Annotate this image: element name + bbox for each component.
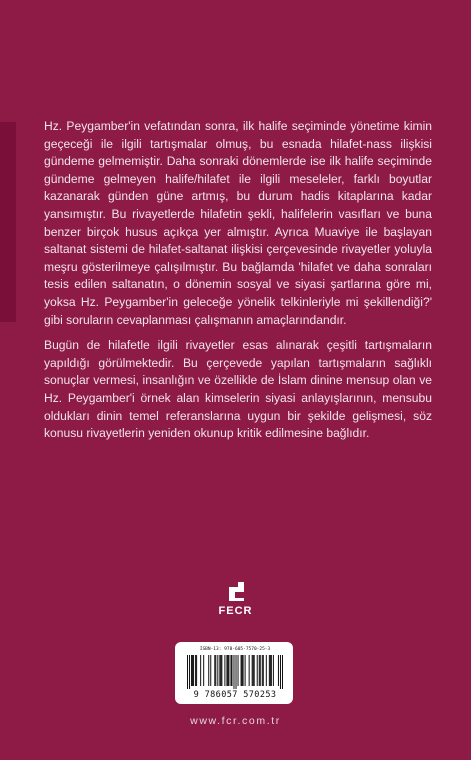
barcode-bar xyxy=(278,655,279,686)
blurb-paragraph-2: Bugün de hilafetle ilgili rivayetler esas alınarak çeşitli tartışmaların yapıldığı görülmektedir. Bu çerçevede yapılan tartışmaların sağlıklı sonuçlar vermesi, insanlığın ve özellikle de İslam dinine mensup olan ve Hz. Peygamber'i örnek alan kimselerin siyasi anlayışlarının, mensubu oldukları dinin temel referanslarına uygun bir şekilde gelişmesi, söz konusu rivayetlerin yeniden okunup kritik edilmesine bağlıdır. xyxy=(44,338,432,441)
barcode-bar xyxy=(217,655,218,686)
barcode-bar xyxy=(282,655,283,689)
barcode-bars xyxy=(187,655,283,689)
barcode-bar xyxy=(196,655,197,686)
barcode-bar xyxy=(273,655,274,686)
barcode-bar xyxy=(224,655,225,686)
isbn-label: ISBN-13: 978-605-7570-25-3 xyxy=(199,647,271,652)
barcode-bar xyxy=(228,655,229,686)
barcode-bar xyxy=(215,655,216,686)
barcode-bar xyxy=(220,655,221,686)
barcode-bar xyxy=(219,655,220,686)
barcode-bar xyxy=(270,655,271,686)
blurb-text xyxy=(44,118,432,451)
barcode-bar xyxy=(203,655,204,686)
barcode-bar xyxy=(200,655,201,686)
barcode-bar xyxy=(238,655,239,686)
barcode-bar xyxy=(233,655,234,689)
barcode-bar xyxy=(210,655,211,686)
barcode-bar xyxy=(231,655,232,686)
barcode xyxy=(175,642,293,704)
barcode-bar xyxy=(221,655,222,686)
barcode-bar xyxy=(280,655,281,689)
barcode-bar xyxy=(242,655,243,686)
publisher-name: FECR xyxy=(218,605,253,617)
barcode-bar xyxy=(254,655,255,686)
barcode-bar xyxy=(253,655,254,686)
barcode-digits: 9 786057 570253 xyxy=(193,690,277,700)
barcode-bar xyxy=(257,655,258,686)
barcode-bar xyxy=(243,655,244,686)
fecr-logo-icon xyxy=(225,581,247,603)
barcode-bar xyxy=(241,655,242,686)
barcode-bar xyxy=(249,655,250,686)
barcode-bar xyxy=(230,655,231,686)
barcode-bar xyxy=(227,655,228,686)
barcode-bar xyxy=(226,655,227,686)
publisher-website: www.fcr.com.tr xyxy=(190,715,281,727)
barcode-bar xyxy=(269,655,270,686)
barcode-bar xyxy=(266,655,267,686)
barcode-bar xyxy=(214,655,215,686)
barcode-bar xyxy=(192,655,193,686)
barcode-bar xyxy=(245,655,246,686)
barcode-bar xyxy=(271,655,272,686)
barcode-bar xyxy=(195,655,196,686)
barcode-bar xyxy=(193,655,194,686)
spine-edge xyxy=(0,122,16,322)
barcode-bar xyxy=(187,655,188,689)
barcode-bar xyxy=(263,655,264,686)
barcode-bar xyxy=(262,655,263,686)
barcode-bar xyxy=(260,655,261,686)
barcode-bar xyxy=(236,655,237,689)
barcode-bar xyxy=(191,655,192,686)
barcode-bar xyxy=(259,655,260,686)
barcode-bar xyxy=(189,655,190,689)
barcode-bar xyxy=(252,655,253,686)
publisher-logo xyxy=(0,581,471,617)
blurb-paragraph-1: Hz. Peygamber'in vefatından sonra, ilk halife seçiminde yönetime kimin geçeceği ile ilgili tartışmalar olmuş, bu esnada hilafet-nass ilişkisi gündeme gelmemiştir. Daha sonraki dönemlerde ise ilk halife seçiminde gündeme gelmeyen halife/hilafet ile ilgili meseleler, farklı boyutlar kazanarak günden güne artmış, bu durum hadis kitaplarına kadar yansımıştır. Bu rivayetlerde hilafetin şekli, halifelerin vasıfları ve buna benzer birçok husus açıkça yer almıştır. Ayrıca Muaviye ile başlayan saltanat sistemi de hilafet-saltanat ilişkisi çerçevesinde rivayetler yoluyla meşru gösterilmeye çalışılmıştır. Bu bağlamda 'hilafet ve daha sonraları tesis edilen saltanatın, o dönemin sosyal ve siyasi şartlarına göre mi, yoksa Hz. Peygamber'in geleceğe yönelik telkinleriyle mi şekillendiği?' gibi soruların cevaplanması çalışmanın amaçlarındandır. xyxy=(44,119,432,327)
barcode-bar xyxy=(208,655,209,686)
